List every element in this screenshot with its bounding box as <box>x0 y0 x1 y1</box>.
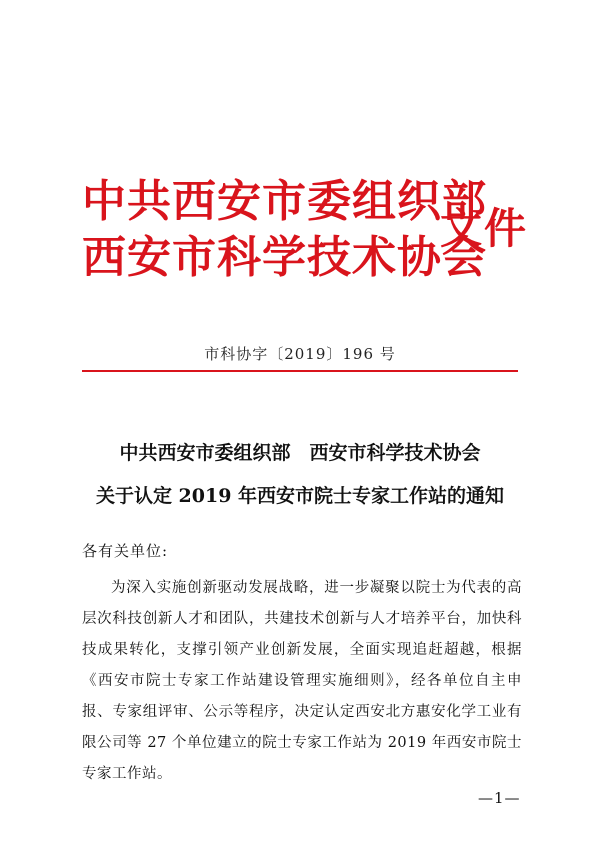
document-label: 文件 <box>440 204 529 253</box>
page-number: —1— <box>478 789 521 807</box>
issuing-org-2: 西安市科学技术协会 <box>82 232 487 283</box>
document-number: 市科协字〔2019〕196 号 <box>204 345 396 363</box>
issuing-org-1: 中共西安市委组织部 <box>82 176 487 227</box>
salutation: 各有关单位: <box>82 542 169 560</box>
body-paragraph: 为深入实施创新驱动发展战略，进一步凝聚以院士为代表的高层次科技创新人才和团队，共建技术创新与人才培养平台，加快科技成果转化，支撑引领产业创新发展，全面实现追赶超越，根据《西安市院士专家工作站建设管理实施细则》，经各单位自主申报、专家组评审、公示等程序，决定认定西安北方惠安化学工业有限公司等 27 个单位建立的院士专家工作站为 2019 年西安市院士专家工作站。 <box>82 580 522 782</box>
notice-title-line-2: 关于认定 2019 年西安市院士专家工作站的通知 <box>95 485 505 507</box>
document-header <box>82 168 542 298</box>
red-divider <box>82 370 518 372</box>
notice-title-line-1: 中共西安市委组织部 西安市科学技术协会 <box>119 442 481 464</box>
